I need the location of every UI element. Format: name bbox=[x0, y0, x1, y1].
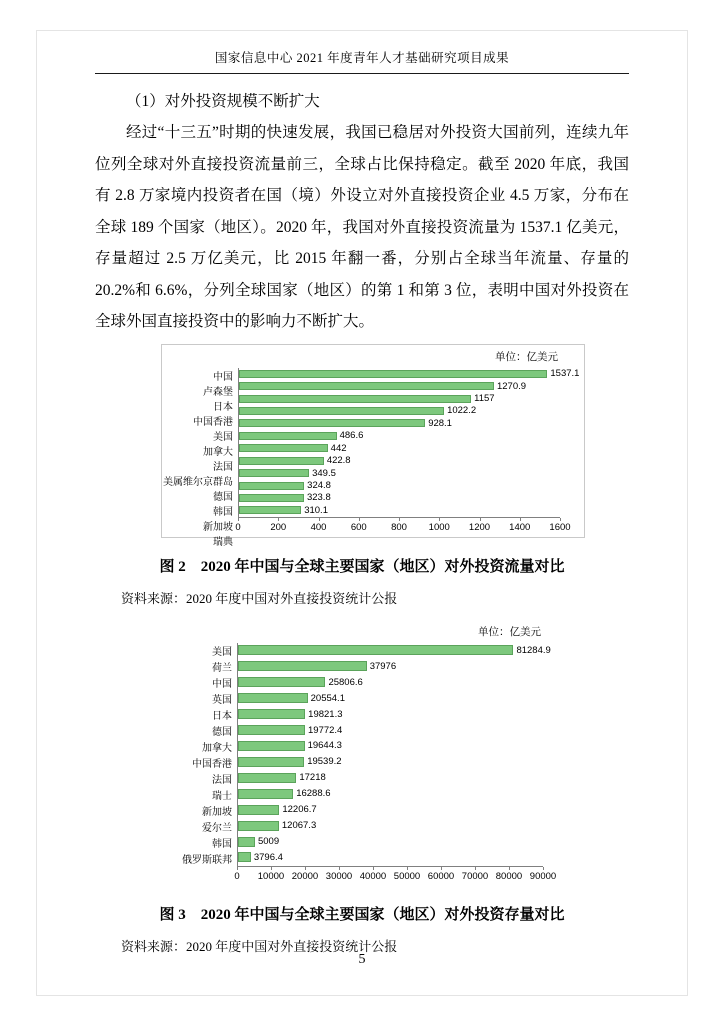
chart-value-label: 12067.3 bbox=[281, 820, 317, 832]
chart-bar bbox=[238, 757, 304, 767]
chart-category-label: 英国 bbox=[212, 695, 232, 706]
chart-tick-label: 60000 bbox=[427, 870, 455, 882]
chart-category-label: 加拿大 bbox=[202, 743, 232, 754]
chart-tick-mark bbox=[339, 867, 340, 870]
chart-bar-row bbox=[239, 368, 580, 380]
chart-bar-row bbox=[238, 706, 543, 722]
chart-category-label: 新加坡 bbox=[202, 807, 232, 818]
chart-bar-row bbox=[238, 722, 543, 738]
chart-tick-label: 1200 bbox=[468, 521, 491, 533]
chart-tick-mark bbox=[278, 518, 279, 521]
chart-bar bbox=[238, 773, 296, 783]
chart-tick-label: 20000 bbox=[291, 870, 319, 882]
chart-bar bbox=[239, 469, 309, 477]
chart-category-label: 韩国 bbox=[212, 839, 232, 850]
chart-value-label: 349.5 bbox=[312, 467, 336, 479]
chart-category-label: 卢森堡 bbox=[203, 386, 233, 398]
chart-value-label: 1157 bbox=[474, 393, 495, 405]
chart-tick-mark bbox=[373, 867, 374, 870]
chart-category-label: 中国 bbox=[213, 371, 233, 383]
chart-bar bbox=[238, 645, 513, 655]
chart-category-label: 法国 bbox=[212, 775, 232, 786]
chart-tick-label: 400 bbox=[310, 521, 327, 533]
chart-tick-label: 600 bbox=[350, 521, 367, 533]
chart-value-label: 16288.6 bbox=[296, 788, 331, 800]
chart-bar bbox=[238, 693, 308, 703]
chart-category-label: 德国 bbox=[213, 491, 233, 503]
chart-tick-mark bbox=[271, 867, 272, 870]
chart-bars-area bbox=[237, 643, 551, 867]
chart-category-axis bbox=[163, 368, 238, 548]
chart-value-label: 324.8 bbox=[307, 480, 331, 491]
page-number: 5 bbox=[358, 952, 366, 967]
chart-bar-row bbox=[238, 802, 543, 818]
chart-tick-label: 80000 bbox=[495, 870, 523, 882]
chart-category-label: 德国 bbox=[212, 727, 232, 738]
chart-category-label: 美属维尔京群岛 bbox=[163, 476, 233, 488]
chart-value-label: 19644.3 bbox=[307, 740, 342, 752]
chart-tick-mark bbox=[480, 518, 481, 521]
chart-tick-label: 1600 bbox=[549, 521, 571, 533]
chart-bar bbox=[238, 661, 367, 671]
chart-value-label: 5009 bbox=[257, 836, 280, 848]
chart-value-label: 3796.4 bbox=[253, 851, 283, 863]
chart-tick-label: 30000 bbox=[325, 870, 353, 882]
chart-category-label: 中国 bbox=[212, 679, 232, 690]
chart-tick-label: 40000 bbox=[359, 870, 387, 882]
chart-x-axis bbox=[234, 867, 557, 883]
chart-tick-label: 1000 bbox=[428, 521, 450, 533]
chart-bar bbox=[239, 494, 304, 502]
chart-value-label: 19821.3 bbox=[308, 708, 343, 720]
chart-category-label: 瑞士 bbox=[212, 791, 232, 802]
chart-value-label: 442 bbox=[330, 442, 347, 454]
chart-tick-mark bbox=[560, 518, 561, 521]
chart-bar bbox=[239, 457, 324, 465]
chart-bar bbox=[238, 709, 305, 719]
chart-tick-label: 50000 bbox=[393, 870, 421, 882]
chart-tick-mark bbox=[359, 518, 360, 521]
chart-value-label: 20554.1 bbox=[310, 692, 345, 704]
chart-bar bbox=[238, 837, 255, 847]
chart-bar-row bbox=[239, 392, 560, 404]
chart-bar-row bbox=[238, 770, 543, 786]
chart-bar-row bbox=[239, 492, 560, 504]
chart-tick-mark bbox=[407, 867, 408, 870]
chart-bar bbox=[239, 419, 425, 427]
chart-value-label: 19539.2 bbox=[307, 756, 342, 768]
chart-bar-row bbox=[238, 658, 543, 674]
chart-category-label: 中国香港 bbox=[193, 416, 233, 428]
chart-value-label: 17218 bbox=[299, 772, 326, 784]
header-title: 国家信息中心 2021 年度青年人才基础研究项目成果 bbox=[214, 51, 510, 65]
chart-value-label: 1270.9 bbox=[496, 380, 527, 392]
chart-bar-row bbox=[239, 417, 560, 429]
chart-tick-mark bbox=[543, 867, 544, 870]
chart-tick-label: 90000 bbox=[529, 870, 557, 882]
chart-bar bbox=[238, 725, 305, 735]
chart-value-label: 19772.4 bbox=[308, 724, 343, 736]
chart-category-label: 爱尔兰 bbox=[202, 823, 232, 834]
chart-x-axis bbox=[235, 518, 571, 534]
chart-bar-row bbox=[239, 405, 560, 417]
chart-tick-mark bbox=[305, 867, 306, 870]
chart-value-label: 1537.1 bbox=[550, 368, 580, 380]
chart-value-label: 323.8 bbox=[306, 492, 331, 504]
chart-tick-mark bbox=[509, 867, 510, 870]
chart-bar-row bbox=[238, 643, 551, 659]
chart-category-label: 新加坡 bbox=[203, 521, 233, 533]
chart-value-label: 1022.2 bbox=[447, 405, 477, 417]
chart-category-label: 瑞典 bbox=[213, 536, 233, 548]
chart-bar bbox=[239, 407, 444, 415]
section-heading: （1）对外投资规模不断扩大 bbox=[126, 93, 320, 110]
chart-bar bbox=[238, 741, 305, 751]
chart-tick-mark bbox=[319, 518, 320, 521]
chart-bar bbox=[239, 444, 328, 452]
figure2-caption: 图 2 2020 年中国与全球主要国家（地区）对外投资流量对比 bbox=[159, 558, 565, 575]
chart-tick-label: 70000 bbox=[461, 870, 489, 882]
chart-bar-row bbox=[239, 430, 560, 442]
chart-tick-mark bbox=[475, 867, 476, 870]
chart-bar-row bbox=[238, 754, 543, 770]
chart-tick-mark bbox=[237, 867, 238, 870]
chart-tick-mark bbox=[441, 867, 442, 870]
chart-category-label: 美国 bbox=[213, 431, 233, 443]
chart-bar-row bbox=[238, 818, 543, 834]
chart-bar bbox=[238, 821, 279, 831]
chart-category-label: 加拿大 bbox=[203, 446, 233, 458]
chart-bar-row bbox=[239, 467, 560, 479]
chart-bar bbox=[239, 382, 494, 390]
chart-bar-row bbox=[239, 454, 560, 466]
chart-tick-mark bbox=[399, 518, 400, 521]
chart-plot-region bbox=[165, 643, 551, 867]
chart-tick-mark bbox=[439, 518, 440, 521]
chart-bar bbox=[239, 506, 301, 514]
chart-bar bbox=[239, 370, 547, 378]
chart-bar-row bbox=[238, 690, 543, 706]
chart-tick-label: 800 bbox=[391, 521, 407, 533]
chart-category-label: 日本 bbox=[212, 711, 232, 722]
chart-tick-label: 10000 bbox=[257, 870, 285, 882]
chart-category-label: 日本 bbox=[213, 401, 233, 413]
chart-bar-row bbox=[238, 738, 543, 754]
chart-value-label: 12206.7 bbox=[282, 804, 317, 816]
chart-tick-label: 1400 bbox=[509, 521, 531, 533]
chart-bar bbox=[239, 432, 337, 440]
chart-tick-mark bbox=[520, 518, 521, 521]
chart-bar bbox=[238, 805, 279, 815]
chart-bar-row bbox=[238, 849, 543, 865]
figure3-caption: 图 3 2020 年中国与全球主要国家（地区）对外投资存量对比 bbox=[159, 906, 565, 923]
chart-category-axis bbox=[165, 643, 237, 867]
chart-bar bbox=[239, 482, 304, 490]
chart-bars-area bbox=[238, 368, 580, 518]
page-header bbox=[95, 0, 629, 74]
chart-bar-row bbox=[238, 834, 543, 850]
chart-bar-row bbox=[238, 786, 543, 802]
chart-unit-label: 单位：亿美元 bbox=[495, 350, 558, 363]
chart-tick-label: 0 bbox=[235, 521, 241, 533]
header-rule bbox=[95, 73, 629, 74]
chart-bar-row bbox=[239, 504, 560, 516]
chart-category-label: 荷兰 bbox=[212, 663, 232, 674]
chart-tick-label: 0 bbox=[234, 870, 240, 882]
chart-bar bbox=[238, 677, 325, 687]
chart-category-label: 法国 bbox=[213, 461, 233, 473]
figure3-bar-chart bbox=[161, 620, 577, 886]
chart-value-label: 928.1 bbox=[428, 417, 452, 429]
chart-bar-row bbox=[238, 674, 543, 690]
figure2-source: 资料来源：2020 年度中国对外直接投资统计公报 bbox=[121, 590, 398, 606]
chart-bar bbox=[238, 789, 293, 799]
chart-tick-mark bbox=[238, 518, 239, 521]
chart-category-label: 美国 bbox=[212, 647, 232, 658]
chart-value-label: 422.8 bbox=[326, 455, 351, 467]
chart-value-label: 81284.9 bbox=[516, 644, 551, 656]
chart-value-label: 37976 bbox=[369, 660, 397, 672]
chart-value-label: 25806.6 bbox=[328, 676, 363, 688]
page-content bbox=[95, 86, 629, 955]
figure3-source: 资料来源：2020 年度中国对外直接投资统计公报 bbox=[121, 938, 398, 954]
chart-value-label: 486.6 bbox=[339, 430, 364, 442]
chart-bar bbox=[238, 852, 251, 862]
chart-category-label: 中国香港 bbox=[192, 759, 232, 770]
chart-bar-row bbox=[239, 479, 560, 491]
chart-bar bbox=[239, 395, 471, 403]
chart-bar-row bbox=[239, 380, 560, 392]
chart-category-label: 俄罗斯联邦 bbox=[182, 855, 232, 866]
chart-category-label: 韩国 bbox=[213, 506, 233, 518]
chart-unit-label: 单位：亿美元 bbox=[478, 625, 541, 638]
body-paragraph: 经过“十三五”时期的快速发展，我国已稳居对外投资大国前列，连续九年位列全球对外直接投资流量前三，全球占比保持稳定。截至 2020 年底，我国有 2.8 万家境内投资者在国（境）外设立对外直接投资企业 4.5 万家，分布在全球 189 个国家（地区）。2020 年，我国对外直接投资流量为 1537.1 亿美元，存量超过 2.5 万亿美元，比 2015 年翻一番，分别占全球当年流量、存量的 20.2%和 6.6%，分列全球国家（地区）的第 1 和第 3 位，表明中国对外投资在全球外国直接投资中的影响力不断扩大。 bbox=[95, 124, 629, 330]
figure2-bar-chart bbox=[161, 344, 585, 548]
chart-value-label: 310.1 bbox=[304, 504, 328, 516]
chart-bar-row bbox=[239, 442, 560, 454]
chart-tick-label: 200 bbox=[270, 521, 287, 533]
